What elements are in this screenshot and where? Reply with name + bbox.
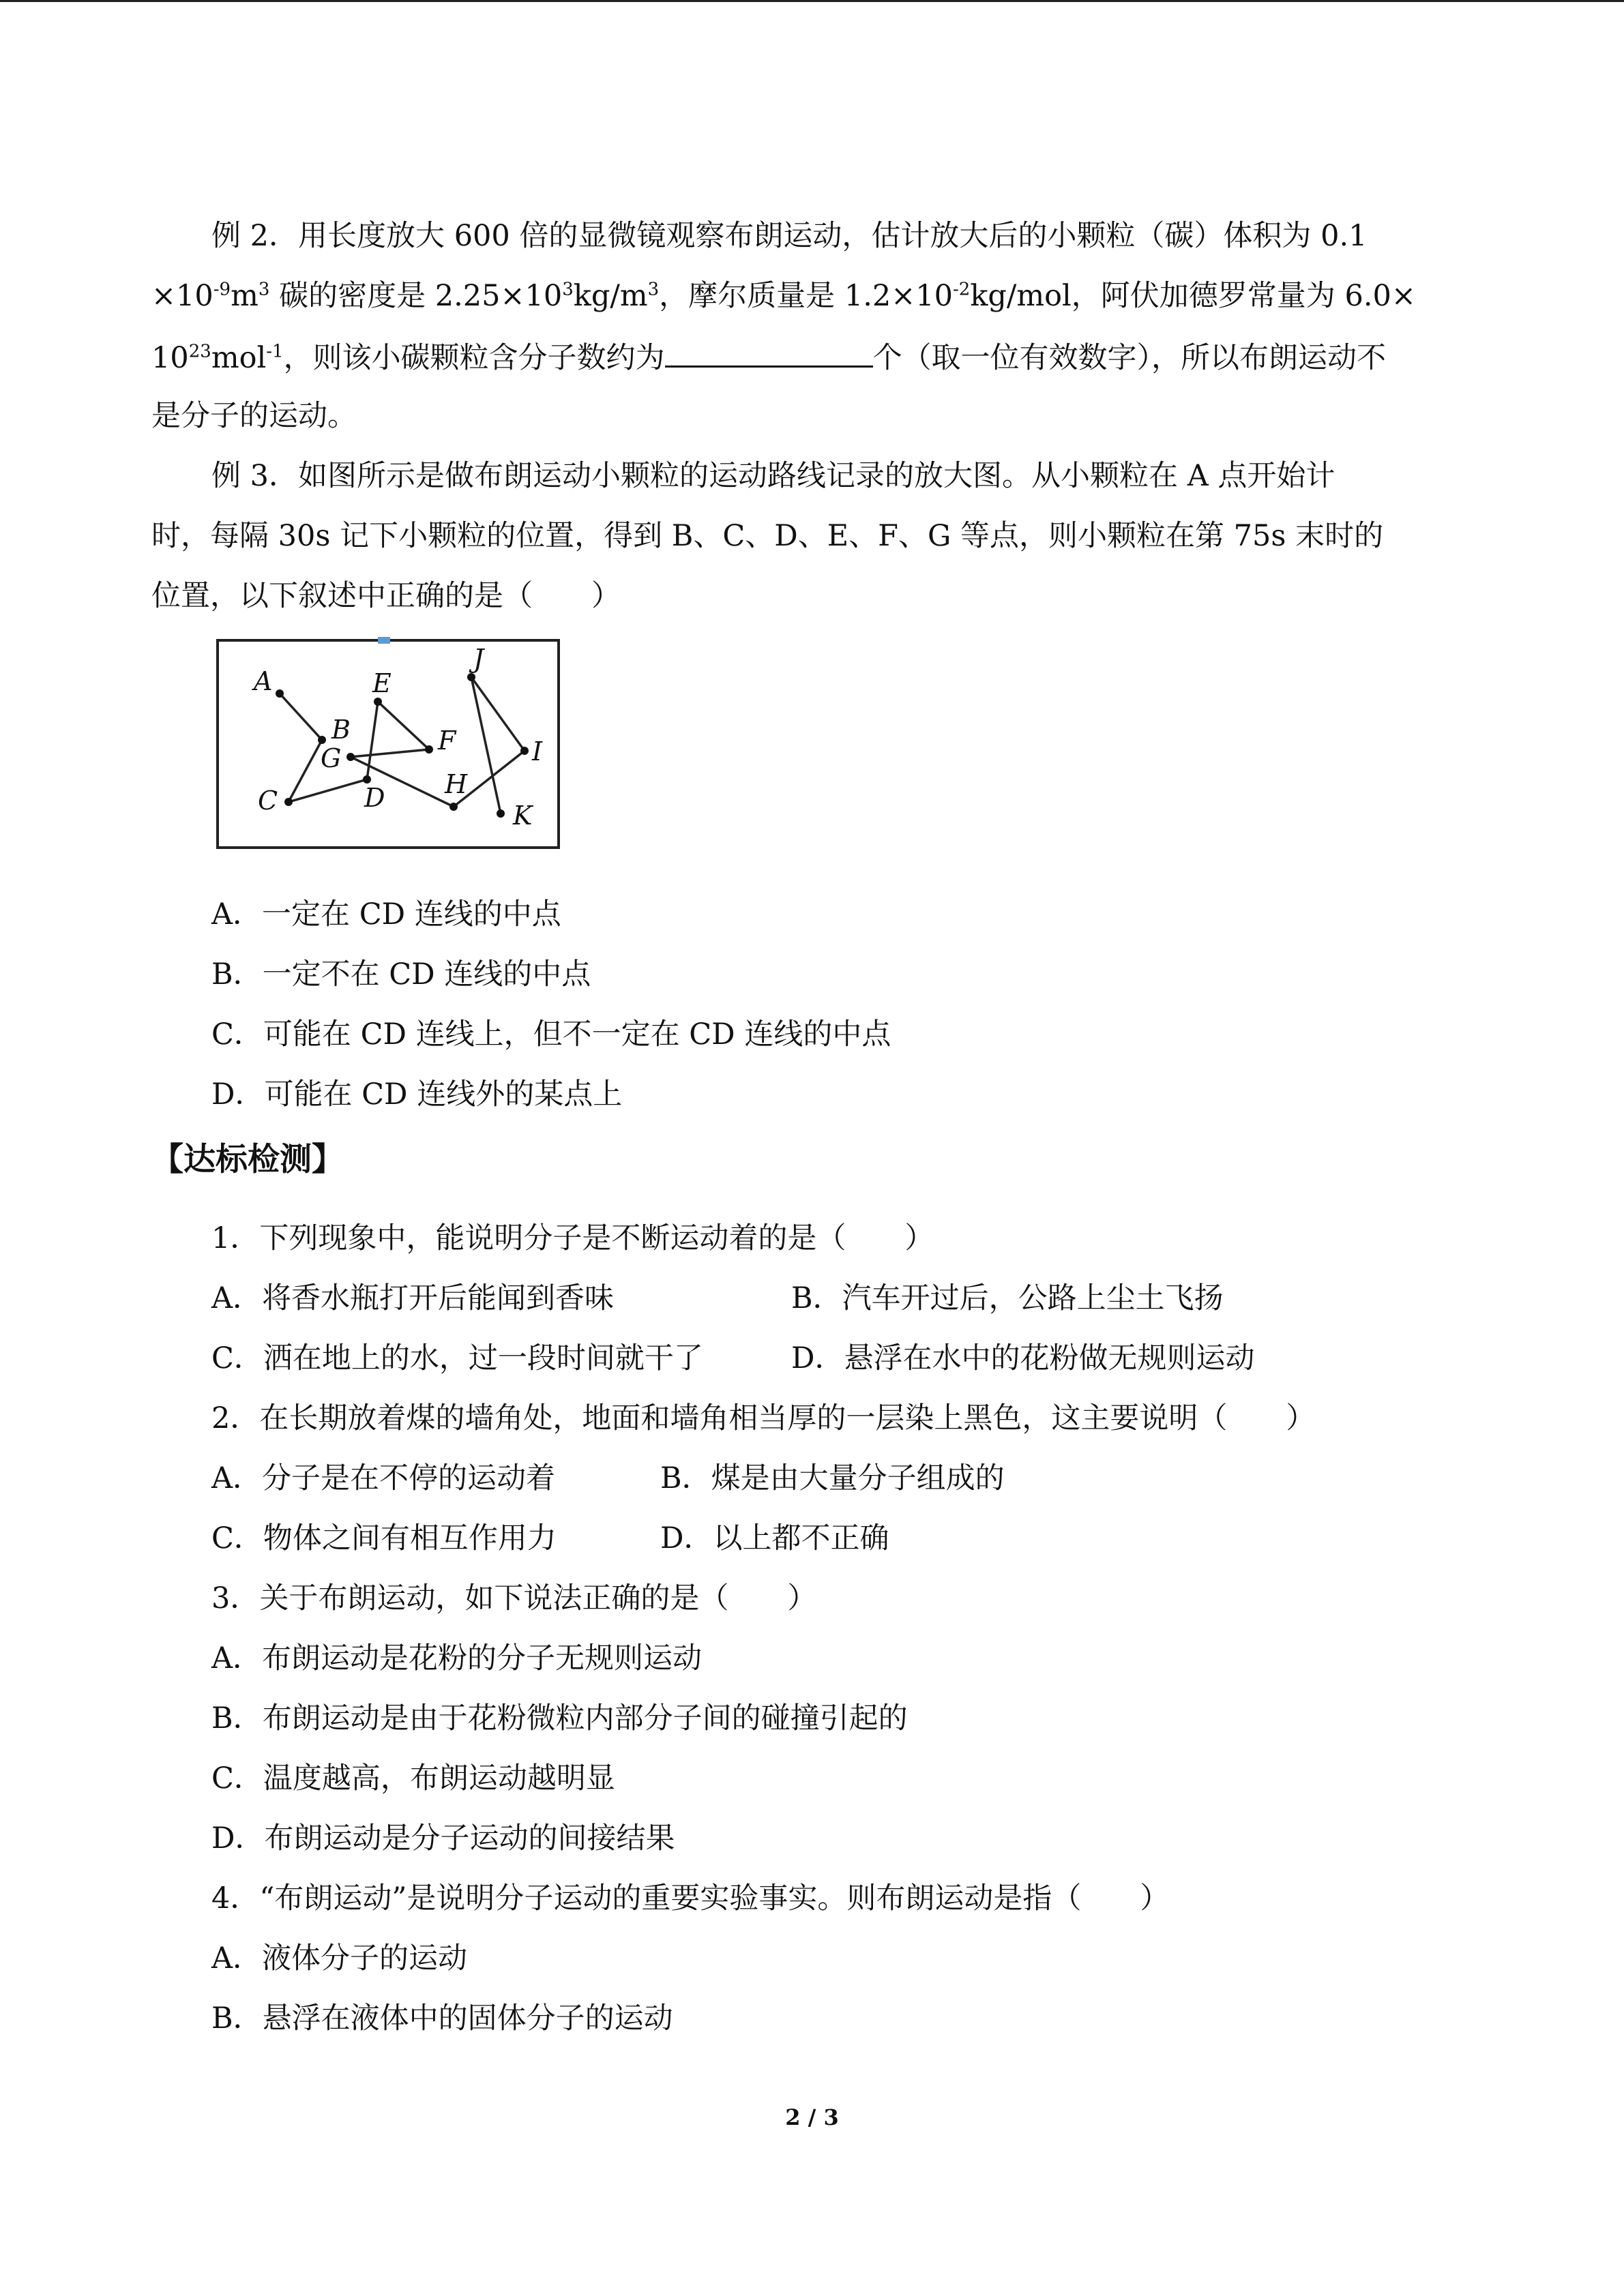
example2-line4 xyxy=(151,396,357,436)
q1-option-b: B．汽车开过后，公路上尘土飞扬 xyxy=(791,1281,1224,1315)
example2-text: ，则该小碳颗粒含分子数约为 xyxy=(283,341,665,375)
example2-text: 是分子的运动。 xyxy=(151,399,357,433)
label-F: F xyxy=(438,726,456,756)
q2-option-d: D．以上都不正确 xyxy=(660,1521,889,1555)
label-G: G xyxy=(321,743,342,773)
q3-option-a: A．布朗运动是花粉的分子无规则运动 xyxy=(211,1641,703,1675)
example3-line2 xyxy=(151,516,1383,556)
point-K xyxy=(497,809,505,818)
q4-option-a: A．液体分子的运动 xyxy=(211,1941,468,1976)
q2-option-b: B．煤是由大量分子组成的 xyxy=(660,1461,1005,1495)
q2-option-a: A．分子是在不停的运动着 xyxy=(211,1461,556,1495)
example2-text: 个（取一位有效数字），所以布朗运动不 xyxy=(872,341,1387,375)
example2-text: ，摩尔质量是 1.2×10 xyxy=(659,279,953,313)
example2-text: kg/mol，阿伏加德罗常量为 6.0× xyxy=(970,279,1416,313)
label-J: J xyxy=(473,644,484,674)
label-I: I xyxy=(532,736,543,766)
point-G xyxy=(346,753,355,761)
point-C xyxy=(284,798,293,806)
example2-line3 xyxy=(151,336,1386,378)
q4-option-b: B．悬浮在液体中的固体分子的运动 xyxy=(211,2001,673,2036)
example2-text: 碳的密度是 2.25×10 xyxy=(269,279,563,313)
example3-option-c xyxy=(211,1014,891,1055)
label-K: K xyxy=(513,801,533,831)
brownian-motion-figure xyxy=(211,631,566,852)
point-F xyxy=(425,745,433,754)
example2-text: 例 2．用长度放大 600 倍的显微镜观察布朗运动，估计放大后的小颗粒（碳）体积为 0.1 xyxy=(211,219,1368,253)
example2-line2 xyxy=(151,275,1416,316)
q3-stem: 3．关于布朗运动，如下说法正确的是（ ） xyxy=(211,1581,817,1615)
q3-option-b: B．布朗运动是由于花粉微粒内部分子间的碰撞引起的 xyxy=(211,1701,908,1735)
page-number: 2 / 3 xyxy=(785,2104,839,2130)
example3-option-a xyxy=(211,894,561,935)
example3-option-d xyxy=(211,1074,622,1115)
q1-stem: 1．下列现象中，能说明分子是不断运动着的是（ ） xyxy=(211,1221,934,1255)
superscript: 23 xyxy=(188,341,211,362)
example3-line1 xyxy=(211,456,1335,496)
q1-option-a: A．将香水瓶打开后能闻到香味 xyxy=(211,1281,615,1315)
superscript: -1 xyxy=(266,341,284,362)
point-A xyxy=(276,689,284,698)
option-text: B．一定不在 CD 连线的中点 xyxy=(211,957,591,992)
example3-text: 时，每隔 30s 记下小颗粒的位置，得到 B、C、D、E、F、G 等点，则小颗粒在第 75s 末时的 xyxy=(151,519,1384,553)
label-C: C xyxy=(258,786,278,816)
point-I xyxy=(520,747,529,755)
option-text: A．一定在 CD 连线的中点 xyxy=(211,897,561,931)
q4-stem: 4．“布朗运动”是说明分子运动的重要实验事实。则布朗运动是指（ ） xyxy=(211,1881,1170,1915)
label-H: H xyxy=(445,769,468,799)
superscript: 3 xyxy=(562,279,574,300)
q3-option-c: C．温度越高，布朗运动越明显 xyxy=(211,1761,615,1795)
superscript: 3 xyxy=(258,279,270,300)
label-E: E xyxy=(372,668,392,698)
top-border xyxy=(0,0,1624,2)
superscript: 3 xyxy=(647,279,660,300)
answer-blank xyxy=(665,336,873,368)
example2-text: ×10 xyxy=(151,279,213,313)
label-B: B xyxy=(331,715,351,745)
example2-text: m xyxy=(231,279,259,313)
point-E xyxy=(374,698,382,706)
superscript: -2 xyxy=(952,279,971,300)
option-text: C．可能在 CD 连线上，但不一定在 CD 连线的中点 xyxy=(211,1017,891,1052)
superscript: -9 xyxy=(213,279,231,300)
figure-anchor-handle xyxy=(378,637,390,644)
particle-path xyxy=(280,677,525,814)
example3-option-b xyxy=(211,954,591,995)
point-H xyxy=(449,803,458,811)
section-heading: 【达标检测】 xyxy=(151,1141,344,1178)
example3-text: 位置，以下叙述中正确的是（ ） xyxy=(151,579,621,613)
example2-text: kg/m xyxy=(573,279,648,313)
example2-line1 xyxy=(211,215,1368,256)
label-A: A xyxy=(254,666,273,696)
option-text: D．可能在 CD 连线外的某点上 xyxy=(211,1077,623,1112)
example2-text: 10 xyxy=(151,341,189,375)
q1-option-d: D．悬浮在水中的花粉做无规则运动 xyxy=(791,1341,1255,1375)
example3-line3 xyxy=(151,576,621,616)
q2-stem: 2．在长期放着煤的墙角处，地面和墙角相当厚的一层染上黑色，这主要说明（ ） xyxy=(211,1401,1316,1435)
example2-text: mol xyxy=(211,341,267,375)
q1-option-c: C．洒在地上的水，过一段时间就干了 xyxy=(211,1341,703,1375)
q3-option-d: D．布朗运动是分子运动的间接结果 xyxy=(211,1821,675,1855)
point-J xyxy=(467,673,475,681)
q2-option-c: C．物体之间有相互作用力 xyxy=(211,1521,557,1555)
example3-text: 例 3．如图所示是做布朗运动小颗粒的运动路线记录的放大图。从小颗粒在 A 点开始计 xyxy=(211,459,1335,493)
label-D: D xyxy=(364,783,385,813)
